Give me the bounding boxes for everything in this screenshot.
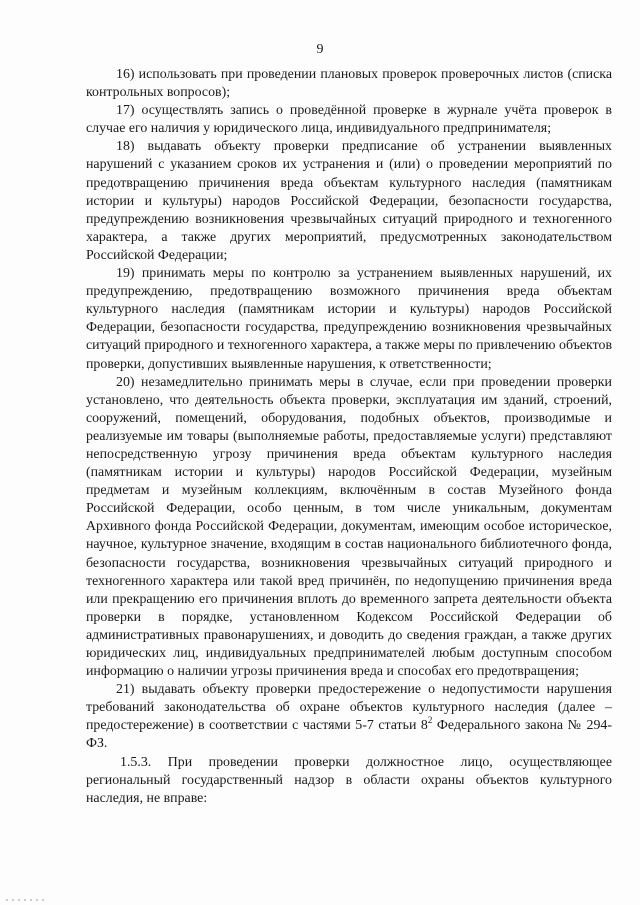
paragraph-16: 16) использовать при проведении плановых проверок проверочных листов (списка контрольных вопросов);: [86, 67, 612, 101]
page-number: 9: [316, 42, 324, 57]
article-superscript: 2: [427, 715, 433, 726]
paragraph-21-text: 21) выдавать объекту проверки предостережение о недопустимости нарушения требований законодательства об охране объектов культурного наследия (далее – предостережение) в соответствии с частями 5-7 статьи 8: [86, 682, 612, 734]
paragraph-19: 19) принимать меры по контролю за устранением выявленных нарушений, их предупреждению, предотвращению возможного причинения вреда объектам культурного наследия (памятникам истории и культуры) народов Российской Федерации, безопасности государства, предупреждению возникновения чрезвычайных ситуаций природного и техногенного характера, а также меры по привлечению объектов проверки, допустивших выявленные нарушения, к ответственности;: [86, 266, 612, 372]
paragraph-1-5-3: 1.5.3. При проведении проверки должностное лицо, осуществляющее региональный государственный надзор в области охраны объектов культурного наследия, не вправе:: [86, 754, 612, 806]
paragraph-21: [86, 681, 612, 753]
scan-artifact: [6, 899, 46, 901]
paragraph-20: 20) незамедлительно принимать меры в случае, если при проведении проверки установлено, что деятельность объекта проверки, эксплуатация им зданий, строений, сооружений, помещений, оборудования, подобных объектов, производимые и реализуемые им товары (выполняемые работы, предоставляемые услуги) представляют непосредственную угрозу причинения вреда объектам культурного наследия (памятникам истории и культуры) народов Российской Федерации, музейным предметам и музейным коллекциям, включённым в состав Музейного фонда Российской Федерации, особо ценным, в том числе уникальным, документам Архивного фонда Российской Федерации, документам, имеющим особое историческое, научное, культурное значение, входящим в состав национального библиотечного фонда, безопасности государства, возникновения чрезвычайных ситуаций природного и техногенного характера или такой вред причинён, по недопущению причинения вреда или прекращению его причинения вплоть до временного запрета деятельности объекта проверки в порядке, установленном Кодексом Российской Федерации об административных правонарушениях, и доводить до сведения граждан, а также других юридических лиц, индивидуальных предпринимателей любым доступным способом информацию о наличии угрозы причинения вреда и способах его предотвращения;: [86, 374, 612, 680]
document-body: [86, 66, 612, 808]
paragraph-21-tail: Федерального закона № 294-ФЗ.: [86, 718, 612, 752]
paragraph-18: 18) выдавать объекту проверки предписание об устранении выявленных нарушений с указанием сроков их устранения и (или) о проведении мероприятий по предотвращению причинения вреда объектам культурного наследия (памятникам истории и культуры) народов Российской Федерации, безопасности государства, предупреждению возникновения чрезвычайных ситуаций природного и техногенного характера, а также других мероприятий, предусмотренных законодательством Российской Федерации;: [86, 139, 612, 263]
paragraph-17: 17) осуществлять запись о проведённой проверке в журнале учёта проверок в случае его наличия у юридического лица, индивидуального предпринимателя;: [86, 103, 612, 137]
